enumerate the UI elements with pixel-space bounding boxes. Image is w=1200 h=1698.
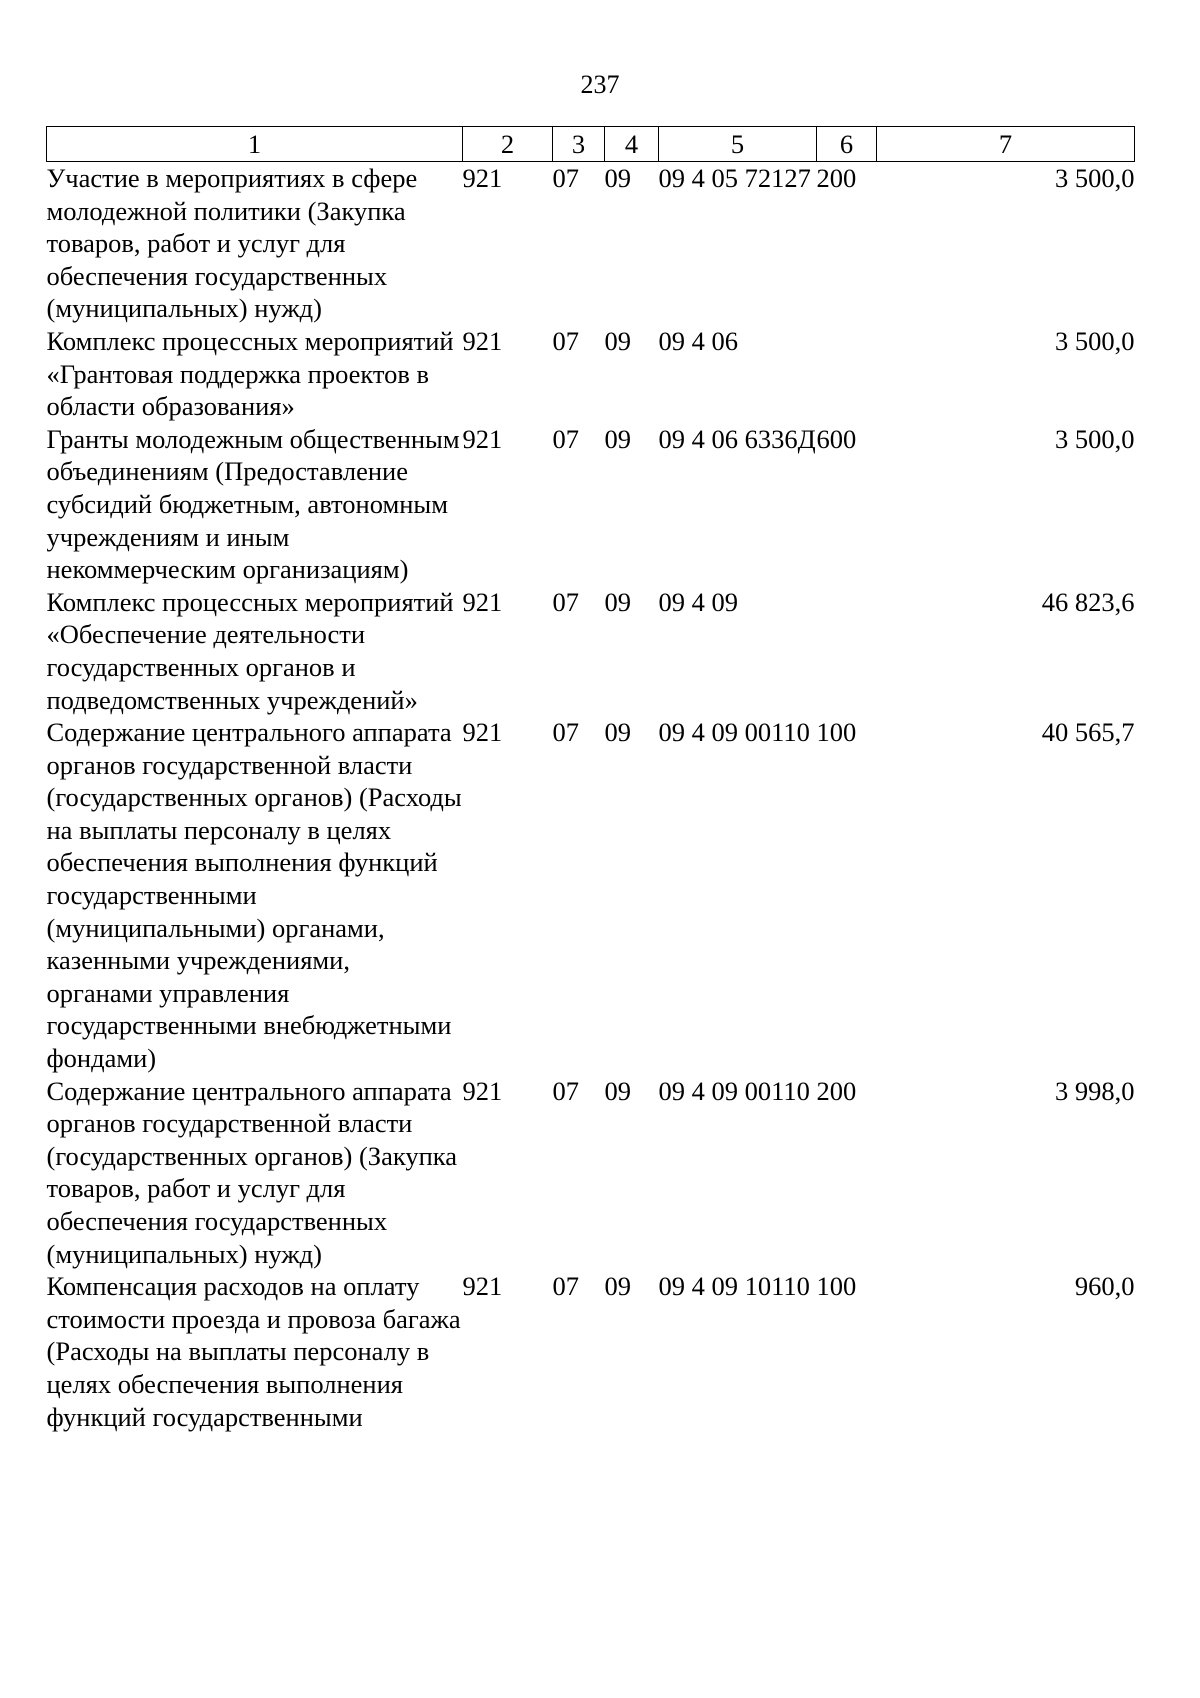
ministry-code: 921: [462, 325, 503, 356]
amount: 960,0: [1074, 1271, 1135, 1302]
expense-name: Компенсация расходов на оплату стоимости проезда и провоза багажа (Расходы на выплаты персоналу в целях обеспечения выполнения функций государственными: [46, 1271, 461, 1432]
expense-name: Комплекс процессных мероприятий «Обеспечение деятельности государственных органов и подведомственных учреждений»: [46, 586, 454, 715]
ministry-code: 921: [462, 586, 503, 617]
expense-type: 200: [816, 163, 857, 193]
table-row: [47, 1270, 1135, 1433]
expense-type: [817, 586, 877, 716]
expense-type: [817, 325, 877, 423]
ministry-code: 921: [462, 423, 503, 454]
subsection-code: 09: [604, 717, 631, 748]
amount: 3 500,0: [1055, 163, 1135, 193]
ministry-code: 921: [462, 1271, 503, 1302]
header-row: [47, 127, 1135, 162]
table-row: [47, 586, 1135, 716]
section-code: 07: [552, 325, 579, 356]
subsection-code: 09: [604, 423, 631, 454]
expense-name: Участие в мероприятиях в сфере молодежной политики (Закупка товаров, работ и услуг для обеспечения государственных (муниципальных) нужд): [46, 163, 418, 324]
expense-type: 100: [816, 717, 857, 748]
amount: 46 823,6: [1041, 586, 1135, 617]
budget-table: [46, 126, 1135, 1433]
expense-type: 100: [816, 1271, 857, 1302]
ministry-code: 921: [462, 163, 503, 193]
amount: 3 998,0: [1055, 1075, 1135, 1106]
expense-name: Содержание центрального аппарата органов государственной власти (государственных органов) (Расходы на выплаты персоналу в целях обеспечения выполнения функций государственными (муниципальными) органами, казенными учреждениями, органами управления государственными внебюджетными фондами): [46, 717, 462, 1074]
amount: 3 500,0: [1055, 423, 1135, 454]
target-article: 09 4 09: [658, 586, 738, 617]
section-code: 07: [552, 423, 579, 454]
expense-type: 600: [816, 423, 857, 454]
ministry-code: 921: [462, 717, 503, 748]
table-row: [47, 423, 1135, 586]
header-cell: 3: [553, 127, 605, 162]
subsection-code: 09: [604, 1271, 631, 1302]
amount: 3 500,0: [1055, 325, 1135, 356]
section-code: 07: [552, 163, 579, 193]
section-code: 07: [552, 1075, 579, 1106]
ministry-code: 921: [462, 1075, 503, 1106]
subsection-code: 09: [604, 163, 631, 193]
expense-type: 200: [816, 1075, 857, 1106]
header-cell: 7: [877, 127, 1135, 162]
target-article: 09 4 05 72127: [658, 163, 811, 193]
header-cell: 6: [817, 127, 877, 162]
section-code: 07: [552, 1271, 579, 1302]
header-cell: 5: [659, 127, 817, 162]
header-cell: 1: [47, 127, 463, 162]
table-row: [47, 162, 1135, 325]
expense-name: Гранты молодежным общественным объединениям (Предоставление субсидий бюджетным, автономным учреждениям и иным некоммерческим организациям): [46, 423, 460, 585]
table-row: [47, 325, 1135, 423]
header-cell: 4: [605, 127, 659, 162]
header-cell: 2: [463, 127, 553, 162]
section-code: 07: [552, 717, 579, 748]
target-article: 09 4 06: [658, 325, 738, 356]
amount: 40 565,7: [1041, 717, 1135, 748]
table-row: [47, 1075, 1135, 1271]
target-article: 09 4 06 6336Д: [658, 423, 816, 454]
target-article: 09 4 09 10110: [658, 1271, 810, 1302]
subsection-code: 09: [604, 325, 631, 356]
subsection-code: 09: [604, 1075, 631, 1106]
expense-name: Комплекс процессных мероприятий «Грантовая поддержка проектов в области образования»: [46, 325, 454, 422]
target-article: 09 4 09 00110: [658, 717, 810, 748]
page-number: 237: [580, 70, 620, 99]
target-article: 09 4 09 00110: [658, 1075, 810, 1106]
section-code: 07: [552, 586, 579, 617]
subsection-code: 09: [604, 586, 631, 617]
expense-name: Содержание центрального аппарата органов государственной власти (государственных органов) (Закупка товаров, работ и услуг для обеспечения государственных (муниципальных) нужд): [46, 1075, 457, 1269]
table-row: [47, 716, 1135, 1075]
